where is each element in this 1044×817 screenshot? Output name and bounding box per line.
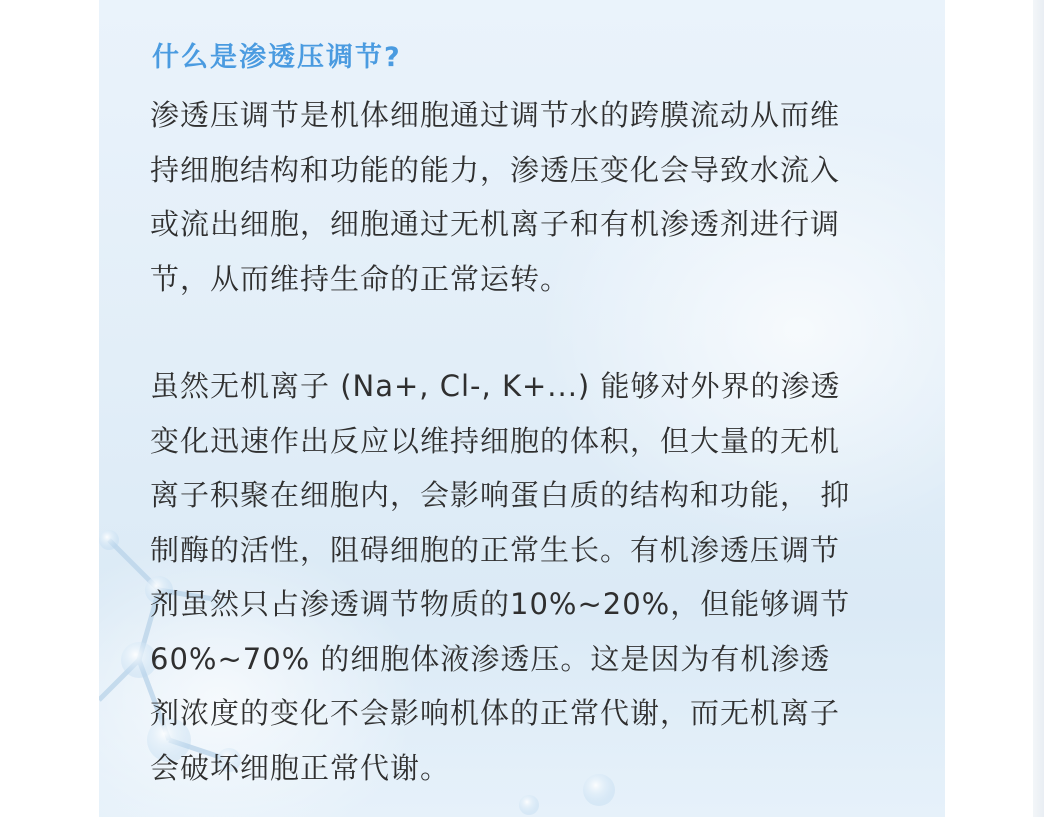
paragraph-line: 或流出细胞，细胞通过无机离子和有机渗透剂进行调 [150,207,841,241]
article-card [99,0,945,817]
page-edge-strip [1033,0,1044,817]
paragraph-line: 60%~70% 的细胞体液渗透压。这是因为有机渗透 [150,641,831,676]
paragraph-line: 持细胞结构和功能的能力，渗透压变化会导致水流入 [150,152,841,187]
paragraph-osmoregulation-definition [150,88,920,306]
paragraph-line: 变化迅速作出反应以维持细胞的体积，但大量的无机 [150,423,841,458]
paragraph-ions-vs-osmolytes [150,359,920,795]
paragraph-line: 离子积聚在细胞内，会影响蛋白质的结构和功能， 抑 [150,478,851,512]
paragraph-line: 剂浓度的变化不会影响机体的正常代谢，而无机离子 [150,696,841,730]
paragraph-line: 剂虽然只占渗透调节物质的10%~20%，但能够调节 [150,587,851,621]
paragraph-line: 制酶的活性，阻碍细胞的正常生长。有机渗透压调节 [150,532,841,567]
paragraph-line: 节，从而维持生命的正常运转。 [150,261,571,296]
paragraph-line: 渗透压调节是机体细胞通过调节水的跨膜流动从而维 [150,98,841,132]
article-content [99,0,945,817]
article-heading: 什么是渗透压调节? [152,42,402,73]
paragraph-line: 虽然无机离子 (Na+, Cl-, K+...) 能够对外界的渗透 [150,369,841,403]
paragraph-line: 会破坏细胞正常代谢。 [150,750,451,785]
